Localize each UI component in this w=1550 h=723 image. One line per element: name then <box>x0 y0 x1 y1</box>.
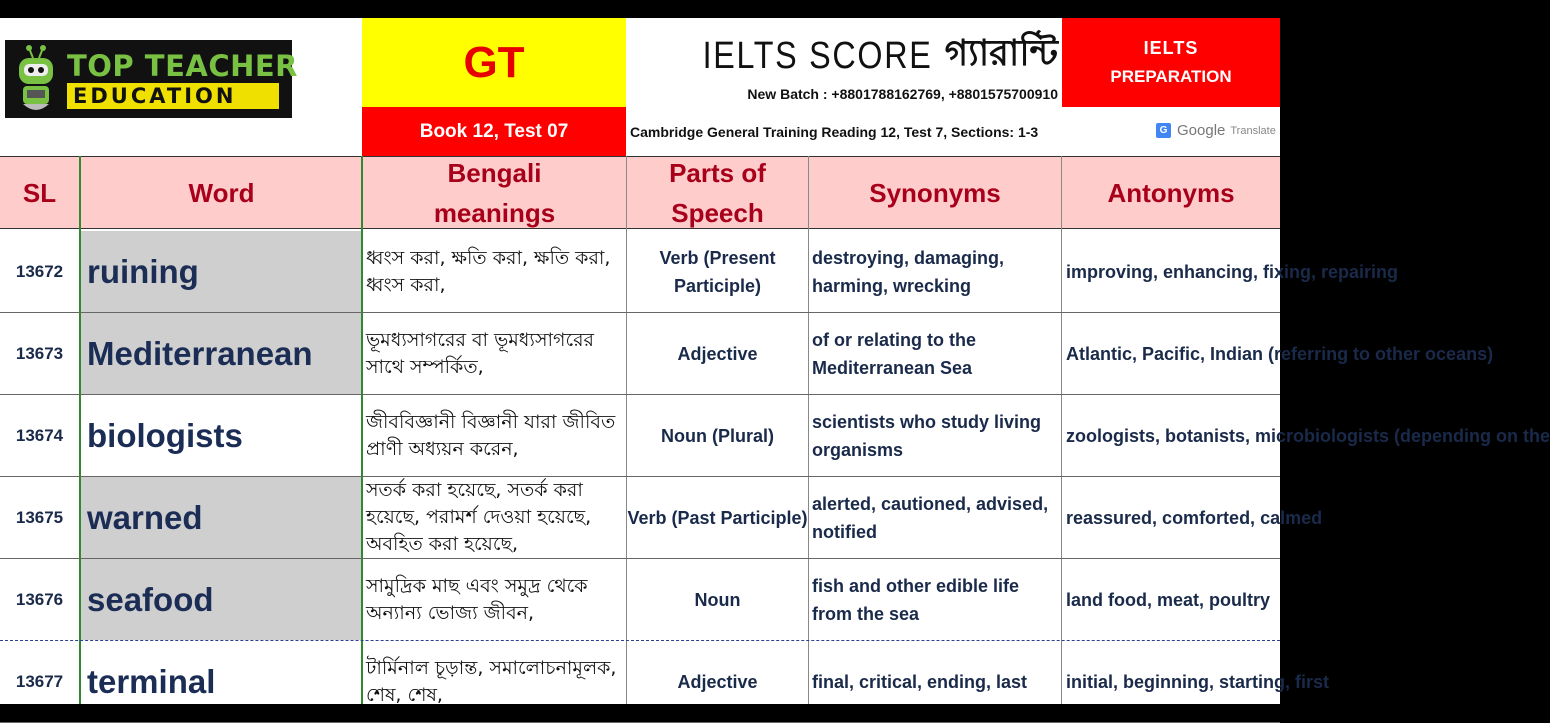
header-synonyms: Synonyms <box>809 156 1061 229</box>
row-antonyms <box>1062 477 1323 558</box>
row-synonyms <box>809 395 1061 476</box>
row-serial-number-text: 13674 <box>15 425 64 445</box>
book-label: Book 12, Test 07 <box>419 120 569 142</box>
row-bengali-meaning-text: সতর্ক করা হয়েছে, সতর্ক করা হয়েছে, পরামর্শ দেওয়া হয়েছে, অবহিত করা হয়েছে, <box>366 479 592 555</box>
top-teacher-logo <box>5 40 299 118</box>
row-part-of-speech <box>627 395 808 476</box>
row-serial-number-text: 13676 <box>15 589 64 609</box>
row-word-text: Mediterranean <box>87 334 313 372</box>
row-bengali-meaning <box>363 313 626 394</box>
row-word <box>81 641 361 722</box>
row-antonyms <box>1062 395 1550 476</box>
book-banner <box>362 107 626 156</box>
row-part-of-speech-text: Verb (Present Participle) <box>659 247 776 296</box>
robot-mascot-icon <box>13 44 59 114</box>
row-word <box>81 559 361 640</box>
cambridge-subtitle: Cambridge General Training Reading 12, Test 7, Sections: 1-3 <box>630 124 1039 140</box>
header-sl: SL <box>0 156 79 229</box>
translate-label: Translate <box>1230 124 1276 137</box>
row-antonyms <box>1062 313 1494 394</box>
translate-icon: G <box>1156 123 1171 138</box>
gt-label: GT <box>463 37 525 87</box>
row-part-of-speech-text: Adjective <box>677 343 758 364</box>
guarantee-text: গ্যারান্টি <box>944 32 1058 73</box>
row-bengali-meaning <box>363 231 626 312</box>
row-antonyms <box>1062 641 1330 722</box>
header-antonyms: Antonyms <box>1062 156 1280 229</box>
row-antonyms-text: initial, beginning, starting, first <box>1066 671 1330 692</box>
google-translate-badge <box>1156 122 1276 139</box>
row-serial-number-text: 13677 <box>15 671 64 691</box>
logo-line-2: EDUCATION <box>67 83 279 109</box>
row-synonyms <box>809 231 1061 312</box>
row-serial-number-text: 13672 <box>15 261 64 281</box>
ielts-score-text: IELTS SCORE <box>702 34 933 77</box>
row-synonyms <box>809 313 1061 394</box>
row-bengali-meaning <box>363 641 626 722</box>
row-word-text: biologists <box>87 416 243 454</box>
row-synonyms-text: destroying, damaging, harming, wrecking <box>812 247 1005 296</box>
row-part-of-speech <box>627 641 808 722</box>
row-antonyms-text: land food, meat, poultry <box>1066 589 1271 610</box>
ielts-prep-line-1: IELTS <box>1143 38 1199 58</box>
row-bengali-meaning-text: ভূমধ্যসাগরের বা ভূমধ্যসাগরের সাথে সম্পর্কিত, <box>366 328 594 378</box>
row-part-of-speech <box>627 231 808 312</box>
row-antonyms-text: reassured, comforted, calmed <box>1066 507 1323 528</box>
header-word: Word <box>81 156 362 229</box>
row-synonyms-text: scientists who study living organisms <box>812 411 1042 460</box>
row-synonyms <box>809 477 1061 558</box>
row-bengali-meaning-text: ধ্বংস করা, ক্ষতি করা, ক্ষতি করা, ধ্বংস করা, <box>366 246 611 296</box>
ielts-prep-line-2: PREPARATION <box>1110 67 1232 86</box>
row-serial-number-text: 13675 <box>15 507 64 527</box>
row-synonyms <box>809 641 1061 722</box>
row-serial-number <box>0 231 79 312</box>
header-bengali: Bengali meanings <box>363 156 626 229</box>
row-serial-number <box>0 395 79 476</box>
row-serial-number-text: 13673 <box>15 343 64 363</box>
row-part-of-speech-text: Noun <box>694 589 741 610</box>
ielts-preparation-banner <box>1062 18 1280 107</box>
row-serial-number <box>0 477 79 558</box>
row-part-of-speech <box>627 313 808 394</box>
row-synonyms-text: fish and other edible life from the sea <box>812 575 1020 624</box>
row-word <box>81 313 361 394</box>
row-antonyms <box>1062 559 1280 640</box>
slide-canvas <box>0 18 1550 706</box>
row-word <box>81 477 361 558</box>
gt-banner <box>362 18 626 107</box>
row-bengali-meaning-text: টার্মিনাল চূড়ান্ত, সমালোচনামূলক, শেষ, শেষ, <box>366 656 617 706</box>
ielts-score-heading <box>630 32 1058 80</box>
row-word-text: ruining <box>87 252 199 290</box>
row-bengali-meaning-text: জীববিজ্ঞানী বিজ্ঞানী যারা জীবিত প্রাণী অধ্যয়ন করেন, <box>366 410 616 460</box>
row-part-of-speech-text: Adjective <box>677 671 758 692</box>
row-synonyms-text: alerted, cautioned, advised, notified <box>812 493 1049 542</box>
logo-line-1: TOP TEACHER <box>67 49 299 83</box>
row-word <box>81 395 361 476</box>
row-word-text: terminal <box>87 662 216 700</box>
row-bengali-meaning <box>363 477 626 558</box>
row-part-of-speech-text: Noun (Plural) <box>661 425 774 446</box>
row-antonyms-text: Atlantic, Pacific, Indian (referring to other oceans) <box>1066 343 1494 364</box>
google-brand: Google <box>1177 122 1226 139</box>
row-part-of-speech <box>627 477 808 558</box>
row-serial-number <box>0 559 79 640</box>
row-antonyms <box>1062 231 1399 312</box>
row-part-of-speech <box>627 559 808 640</box>
row-bengali-meaning <box>363 395 626 476</box>
row-word <box>81 231 361 312</box>
row-bengali-meaning <box>363 559 626 640</box>
row-antonyms-text: zoologists, botanists, microbiologists (depending on the <box>1066 425 1550 446</box>
row-serial-number <box>0 641 79 722</box>
row-part-of-speech-text: Verb (Past Participle) <box>627 507 808 528</box>
row-antonyms-text: improving, enhancing, fixing, repairing <box>1066 261 1399 282</box>
row-serial-number <box>0 313 79 394</box>
row-word-text: warned <box>87 498 203 536</box>
row-synonyms-text: of or relating to the Mediterranean Sea <box>812 329 976 378</box>
header-pos: Parts of Speech <box>627 156 808 229</box>
new-batch-contact: New Batch : +8801788162769, +8801575700910 <box>747 86 1058 102</box>
row-word-text: seafood <box>87 580 214 618</box>
row-synonyms-text: final, critical, ending, last <box>812 671 1028 692</box>
row-synonyms <box>809 559 1061 640</box>
row-bengali-meaning-text: সামুদ্রিক মাছ এবং সমুদ্র থেকে অন্যান্য ভোজ্য জীবন, <box>366 574 588 624</box>
